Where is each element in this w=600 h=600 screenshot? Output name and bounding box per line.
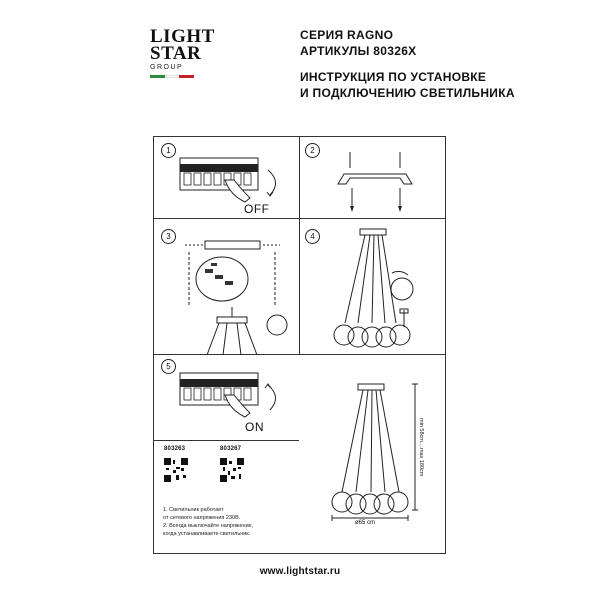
article-code-2: 803267 (220, 446, 242, 452)
on-label: ON (245, 420, 264, 434)
note-line: 2. Всегда выключайте напряжение, (163, 523, 254, 529)
logo-line1: LIGHT (150, 26, 215, 47)
height-dimension: min 58cm....max 180cm (418, 418, 424, 477)
logo-line3: GROUP (150, 64, 184, 71)
chandelier-assembly-illustration (320, 225, 444, 353)
chandelier-dimensions-illustration (320, 380, 444, 530)
grid-divider-vertical (299, 136, 300, 354)
instruction-title-1: ИНСТРУКЦИЯ ПО УСТАНОВКЕ (300, 70, 487, 84)
note-line: 1. Светильник работает (163, 507, 224, 513)
off-label: OFF (244, 202, 270, 216)
instruction-title-2: И ПОДКЛЮЧЕНИЮ СВЕТИЛЬНИКА (300, 86, 515, 100)
step-number-3: 3 (161, 229, 176, 244)
article-numbers: АРТИКУЛЫ 80326X (300, 44, 417, 58)
step-number-1: 1 (161, 143, 176, 158)
step-number-5: 5 (161, 359, 176, 374)
brand-logo (150, 26, 215, 98)
article-code-1: 803263 (164, 446, 186, 452)
website-url[interactable]: www.lightstar.ru (259, 566, 341, 577)
height-dimension-wrap (414, 418, 424, 488)
qr-code-icon (220, 458, 244, 482)
diameter-dimension: ø65 cm (355, 520, 376, 526)
step-number-2: 2 (305, 143, 320, 158)
mounting-bracket-illustration (330, 148, 420, 216)
safety-notes (163, 506, 293, 538)
breaker-panel-off-illustration (170, 150, 295, 220)
note-line: от сетевого напряжения 230В. (163, 515, 241, 521)
logo-line2: STAR (150, 43, 202, 64)
document-header (300, 27, 515, 101)
grid-divider-row3 (153, 440, 299, 441)
breaker-panel-on-illustration (170, 365, 295, 435)
step-number-4: 4 (305, 229, 320, 244)
note-line: когда устанавливаете светильник. (163, 531, 251, 537)
wiring-illustration (175, 237, 295, 355)
italian-flag-icon (150, 75, 194, 78)
series-title: СЕРИЯ RAGNO (300, 28, 394, 42)
qr-code-icon (164, 458, 188, 482)
